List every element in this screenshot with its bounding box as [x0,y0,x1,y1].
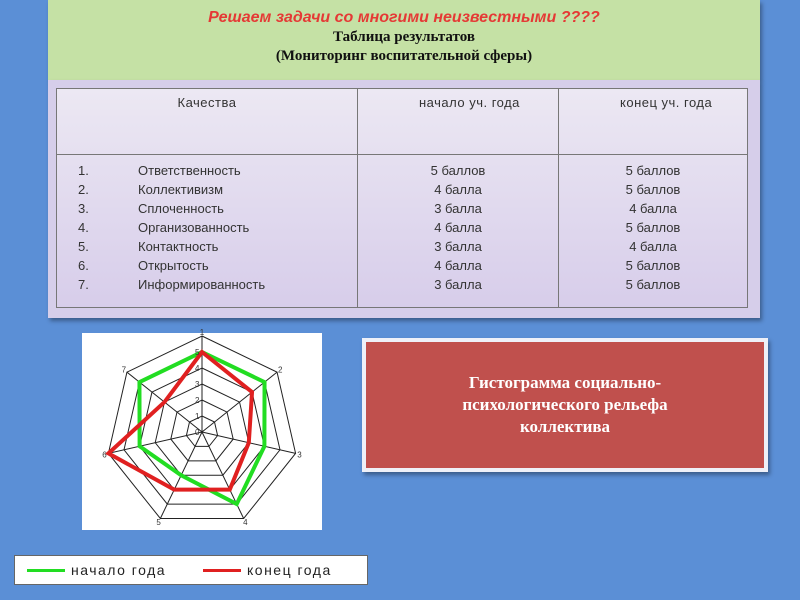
quality-name: Открытость [138,258,209,273]
legend-item-start [27,556,166,584]
radial-tick-label: 4 [195,364,200,373]
start-value: 3 балла [434,201,482,216]
quality-number: 7. [78,277,89,292]
start-value: 4 балла [434,182,482,197]
axis-label: 3 [297,450,302,460]
start-cell [358,155,559,308]
quality-number: 3. [78,201,89,216]
quality-number: 6. [78,258,89,273]
table-title: Таблица результатов [333,29,475,45]
chart-legend [14,555,368,585]
quality-item [58,237,356,256]
results-table [56,88,748,308]
header-start: начало уч. года [358,89,559,155]
quality-item [58,275,356,294]
page-title: Решаем задачи со многими неизвестными ???? [208,9,600,26]
axis-label: 7 [121,365,127,375]
table-row [57,155,748,308]
end-value: 5 баллов [625,163,681,178]
quality-item [58,180,356,199]
quality-number: 1. [78,163,89,178]
quality-item [58,256,356,275]
radial-tick-label: 0 [195,428,200,437]
axis-label: 4 [243,518,248,528]
end-value: 5 баллов [625,182,681,197]
axis-label: 6 [102,450,107,460]
start-value: 5 баллов [430,163,486,178]
legend-swatch-end [203,569,241,572]
radial-tick-label: 3 [195,380,200,389]
end-value: 5 баллов [625,220,681,235]
end-cell [559,155,748,308]
header-quality: Качества [57,89,358,155]
end-value: 4 балла [629,201,677,216]
quality-cell [57,155,358,308]
title-banner [48,0,760,80]
quality-name: Сплоченность [138,201,224,216]
radial-tick-label: 1 [195,412,200,421]
radial-tick-label: 2 [195,396,200,405]
start-value: 3 балла [434,239,482,254]
legend-item-end [203,556,332,584]
legend-swatch-start [27,569,65,572]
legend-label-end: конец года [247,562,332,578]
axis-label: 2 [277,365,283,375]
radar-chart [82,328,322,530]
start-value: 3 балла [434,277,482,292]
axis-label: 1 [199,328,205,337]
histogram-note [362,338,768,472]
quality-name: Организованность [138,220,250,235]
histogram-note-text: Гистограмма социально-психологического рельефа коллектива [462,373,668,436]
series-line-end [108,352,252,490]
axis-label: 5 [156,518,161,528]
start-value: 4 балла [434,220,482,235]
end-value: 5 баллов [625,258,681,273]
quality-item [58,199,356,218]
results-table-panel [48,80,760,318]
quality-item [58,218,356,237]
table-subtitle: (Мониторинг воспитательной сферы) [275,48,533,64]
quality-item [58,161,356,180]
quality-name: Ответственность [138,163,241,178]
quality-name: Контактность [138,239,219,254]
quality-name: Информированность [138,277,266,292]
header-end: конец уч. года [559,89,748,155]
quality-number: 5. [78,239,89,254]
radial-tick-label: 5 [195,348,200,357]
end-value: 4 балла [629,239,677,254]
start-value: 4 балла [434,258,482,273]
quality-number: 2. [78,182,89,197]
radar-chart-svg [82,328,322,530]
quality-number: 4. [78,220,89,235]
legend-label-start: начало года [71,562,167,578]
end-value: 5 баллов [625,277,681,292]
table-header-row [57,89,748,155]
quality-name: Коллективизм [138,182,224,197]
